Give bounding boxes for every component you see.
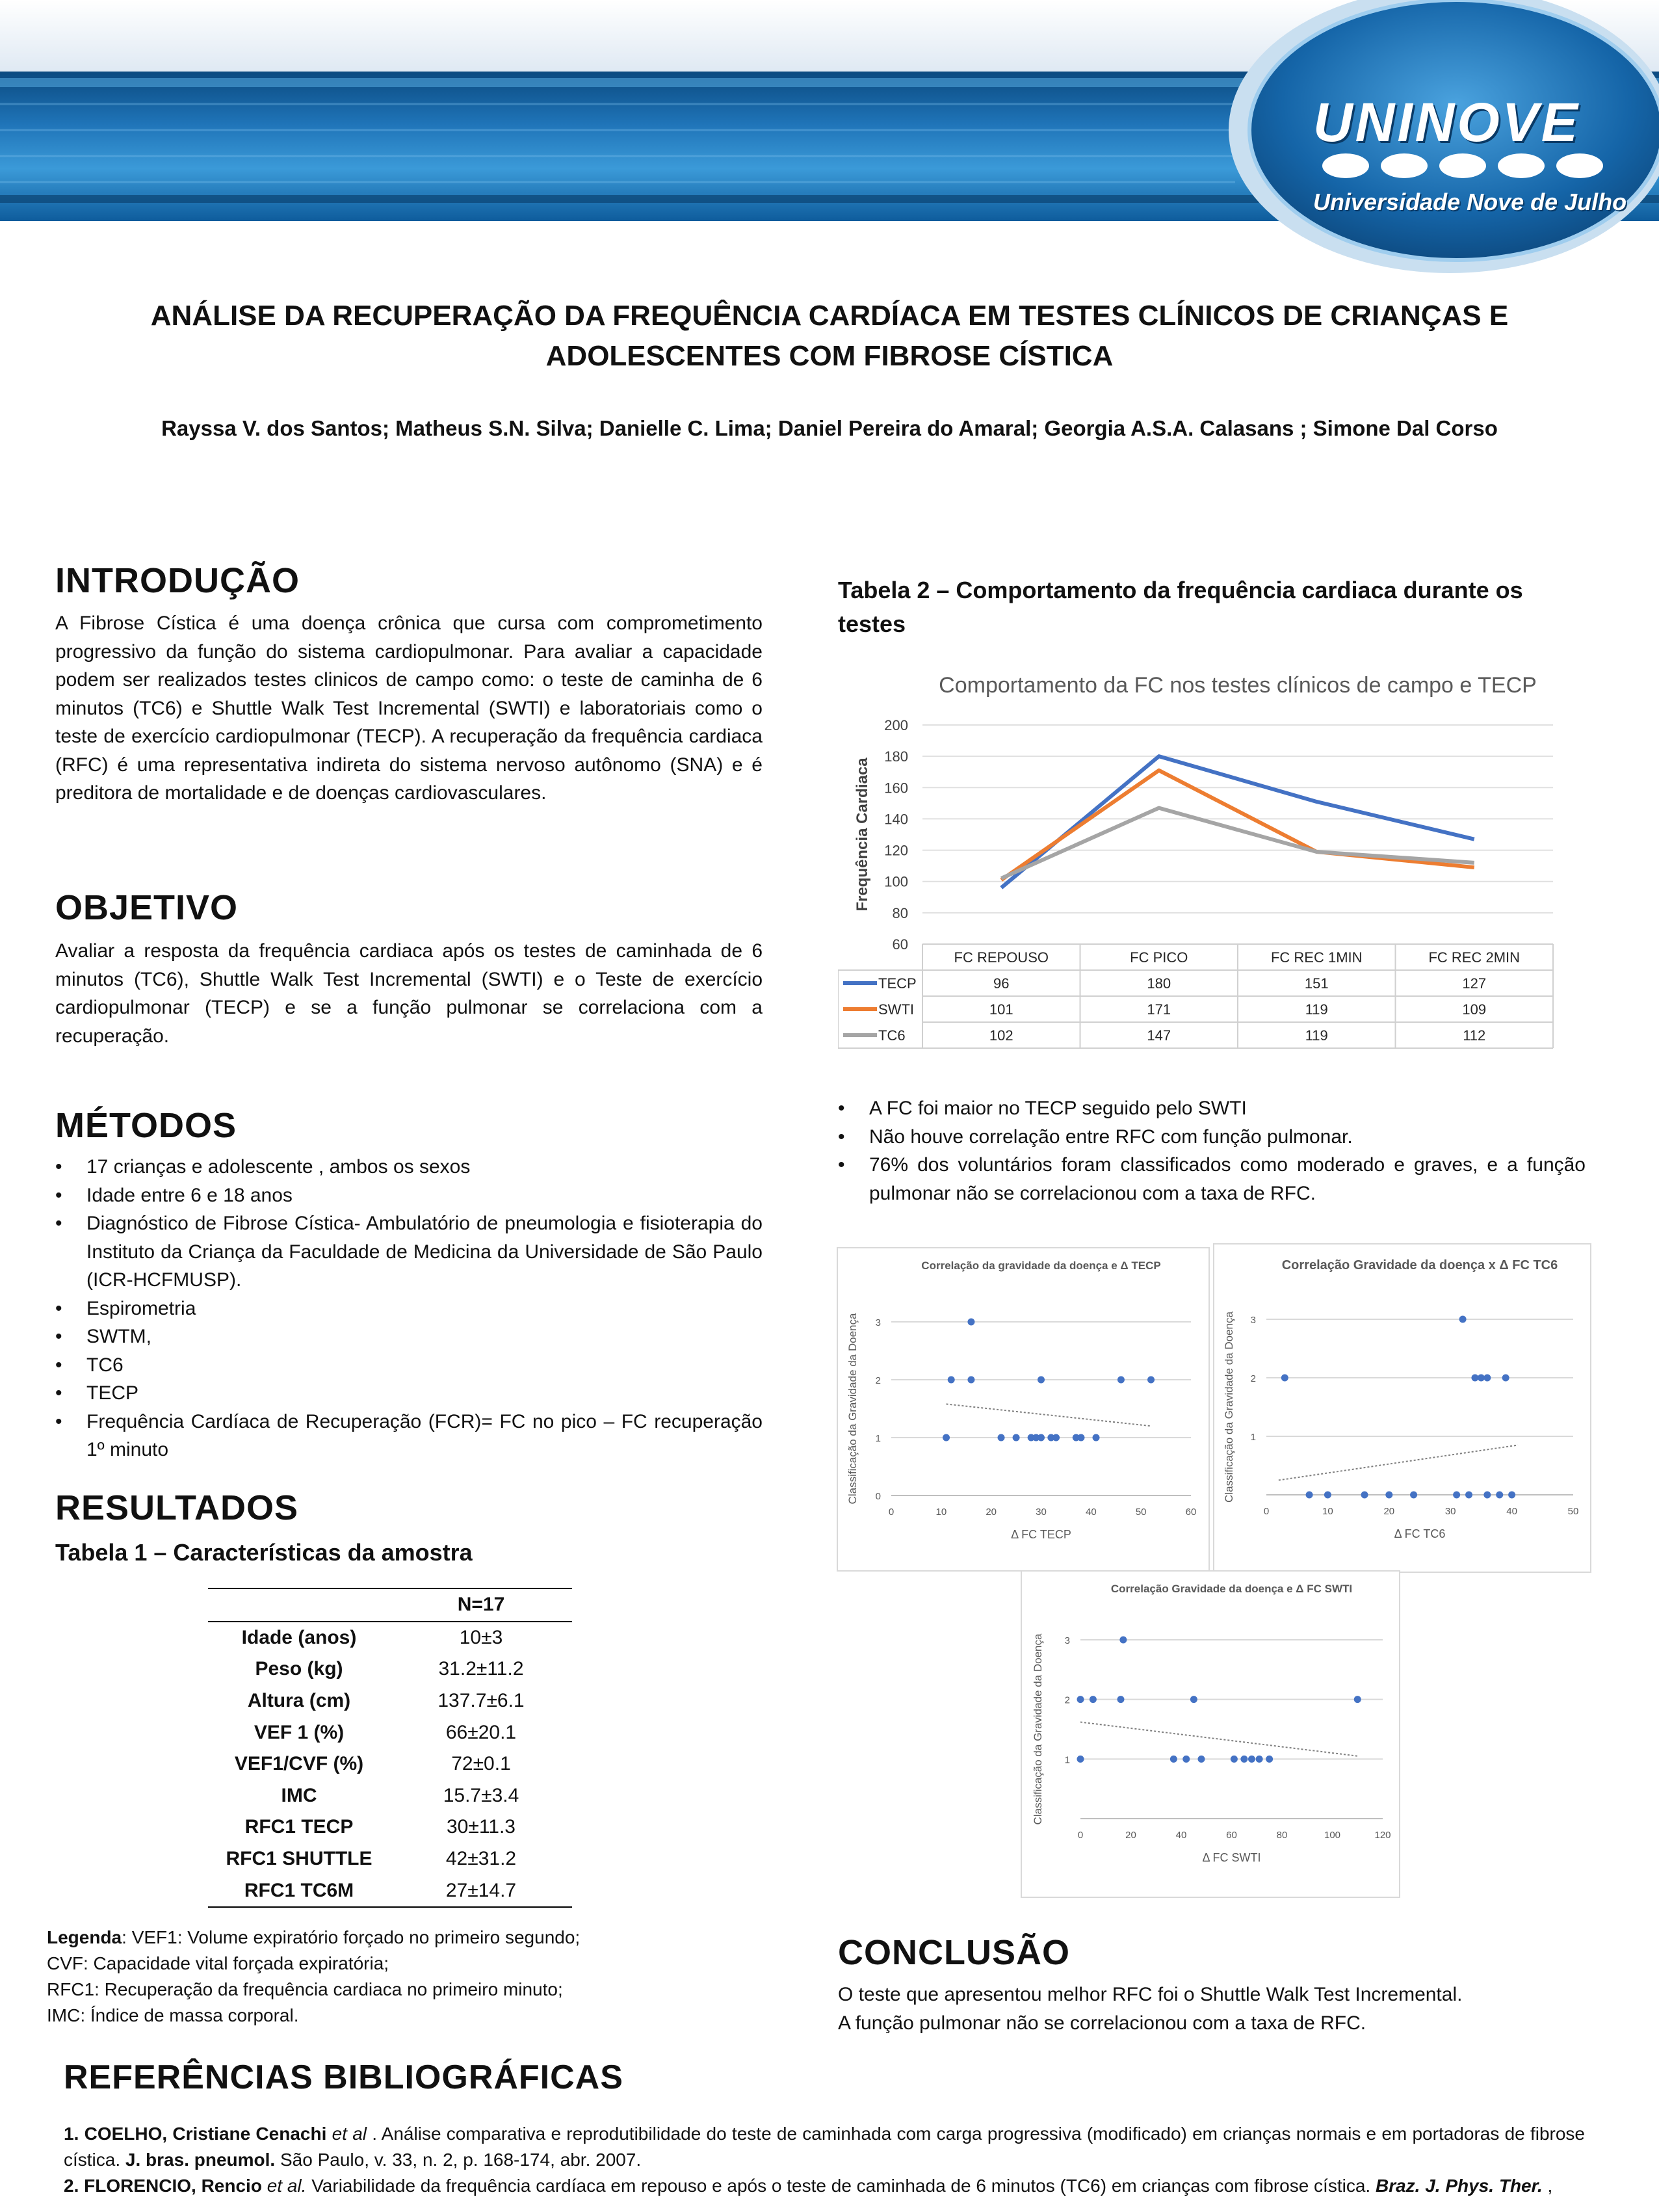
reference-1 (64, 2121, 1585, 2173)
y-axis-label: Classificação da Gravidade da Doença (1223, 1311, 1235, 1503)
table2-title: Tabela 2 – Comportamento da frequência cardiaca durante os testes (838, 577, 1523, 637)
list-item: • 17 crianças e adolescente , ambos os sexos (55, 1153, 763, 1181)
metodos-list (55, 1153, 763, 1464)
x-tick-label: 0 (1263, 1506, 1270, 1517)
ref-author: COELHO, Cristiane Cenachi (84, 2124, 327, 2144)
x-tick-label: 30 (1444, 1506, 1456, 1517)
data-value: 180 (1147, 975, 1171, 992)
y-tick-label: 80 (892, 904, 908, 921)
y-tick-label: 3 (1250, 1315, 1256, 1326)
ref-num: 2. (64, 2176, 85, 2196)
introducao-heading: INTRODUÇÃO (55, 561, 300, 600)
row-label: RFC1 SHUTTLE (226, 1848, 372, 1870)
x-axis-label: Δ FC SWTI (1202, 1851, 1261, 1864)
list-item: • Espirometria (55, 1295, 763, 1323)
list-item: • A FC foi maior no TECP seguido pelo SWTI (838, 1094, 1586, 1123)
row-value: 31.2±11.2 (438, 1658, 524, 1680)
authors: Rayssa V. dos Santos; Matheus S.N. Silva; Danielle C. Lima; Daniel Pereira do Amaral; Georgia A.S.A. Calasans ; Simone Dal Corso (161, 416, 1498, 440)
x-tick-label: 50 (1567, 1506, 1579, 1517)
legend-line (47, 1925, 762, 1951)
data-value: 112 (1463, 1027, 1486, 1044)
x-tick-label: 20 (986, 1507, 997, 1518)
category-label: FC REPOUSO (954, 949, 1049, 966)
data-point (1306, 1492, 1313, 1499)
title-line-2: ADOLESCENTES COM FIBROSE CÍSTICA (545, 340, 1114, 372)
chart-title: Correlação da gravidade da doença e Δ TECP (921, 1259, 1161, 1272)
ref-etal: et al. (261, 2176, 307, 2196)
scatter-chart-swti (1022, 1572, 1399, 1897)
data-point (1190, 1696, 1197, 1703)
chart-title: Correlação Gravidade da doença x Δ FC TC6 (1281, 1258, 1558, 1272)
table1-title: Tabela 1 – Características da amostra (55, 1539, 473, 1566)
legend-label: Legenda (47, 1927, 122, 1947)
legend-label: TECP (878, 975, 917, 992)
data-point (1090, 1696, 1097, 1703)
data-point (1077, 1756, 1084, 1763)
data-point (943, 1434, 950, 1442)
list-item: • Não houve correlação entre RFC com função pulmonar. (838, 1123, 1586, 1152)
x-tick-label: 10 (935, 1507, 947, 1518)
y-tick-label: 140 (884, 811, 908, 828)
x-tick-label: 30 (1036, 1507, 1047, 1518)
data-point (998, 1434, 1005, 1442)
table-row (208, 1811, 572, 1843)
data-point (1508, 1492, 1515, 1499)
legend-label: TC6 (878, 1027, 906, 1044)
data-point (967, 1376, 974, 1384)
ref-journal: Braz. J. Phys. Ther. (1375, 2176, 1543, 2196)
ref-text: São Paulo, v. 33, n. 2, p. 168-174, abr. 2007. (275, 2150, 642, 2170)
data-value: 101 (989, 1001, 1013, 1018)
data-point (1385, 1492, 1392, 1499)
data-value: 102 (989, 1027, 1013, 1044)
y-tick-label: 1 (875, 1433, 881, 1444)
data-point (1465, 1492, 1472, 1499)
table1 (208, 1588, 572, 1908)
x-tick-label: 40 (1506, 1506, 1517, 1517)
objetivo-text: Avaliar a resposta da frequência cardiaca após os testes de caminhada de 6 minutos (TC6), Shuttle Walk Test Incremental (SWTI) e o Teste de exercício cardiopulmonar (TECP) e se a função pulmonar se correlaciona com a recuperação. (55, 940, 763, 1047)
introducao-text: A Fibrose Cística é uma doença crônica que cursa com comprometimento progressivo da função do sistema cardiopulmonar. Para avaliar a capacidade podem ser realizados testes clinicos de campo como: o teste de caminha de 6 minutos (TC6) e Shuttle Walk Test Incremental (SWTI) e laboratoriais como o teste de exercício cardiopulmonar (TECP). A recuperação da frequência cardiaca (RFC) é uma representativa indireta do sistema nervoso autônomo (SNA) e é preditora de mortalidade e de doenças cardiovasculares. (55, 612, 763, 804)
y-tick-label: 1 (1250, 1432, 1256, 1443)
data-point (1077, 1434, 1084, 1442)
list-item: • TECP (55, 1379, 763, 1408)
data-point (1483, 1375, 1491, 1382)
data-point (1038, 1434, 1045, 1442)
data-point (1256, 1756, 1263, 1763)
data-value: 119 (1305, 1001, 1328, 1018)
y-tick-label: 3 (1064, 1635, 1070, 1646)
scatter-box-tecp (837, 1247, 1210, 1572)
table-row (208, 1622, 572, 1654)
metodos-heading: MÉTODOS (55, 1106, 237, 1145)
row-label: Altura (cm) (247, 1690, 351, 1712)
list-item: • Idade entre 6 e 18 anos (55, 1181, 763, 1210)
legend-line: IMC: Índice de massa corporal. (47, 2005, 299, 2025)
trendline (947, 1404, 1151, 1426)
data-point (967, 1319, 974, 1326)
data-point (1093, 1434, 1100, 1442)
resultados-heading: RESULTADOS (55, 1488, 298, 1527)
y-tick-label: 160 (884, 780, 908, 797)
x-tick-label: 0 (888, 1507, 895, 1518)
data-point (1496, 1492, 1503, 1499)
table-row (208, 1685, 572, 1717)
y-tick-label: 0 (875, 1491, 881, 1502)
chart-title: Comportamento da FC nos testes clínicos de campo e TECP (939, 673, 1537, 698)
x-tick-label: 80 (1276, 1830, 1288, 1841)
x-tick-label: 60 (1185, 1507, 1197, 1518)
trendline (1080, 1722, 1357, 1756)
scatter-box-tc6 (1213, 1243, 1591, 1573)
y-tick-label: 180 (884, 748, 908, 765)
data-point (1198, 1756, 1205, 1763)
y-tick-label: 200 (884, 717, 908, 733)
conclusao-heading: CONCLUSÃO (838, 1933, 1070, 1972)
legend-label: SWTI (878, 1001, 914, 1018)
y-tick-label: 2 (875, 1375, 881, 1386)
data-value: 119 (1305, 1027, 1328, 1044)
data-point (1240, 1756, 1248, 1763)
y-tick-label: 120 (884, 842, 908, 859)
data-point (948, 1376, 955, 1384)
table-row (208, 1875, 572, 1907)
scatter-chart-tc6 (1214, 1244, 1590, 1572)
x-axis-label: Δ FC TECP (1011, 1528, 1071, 1541)
data-value: 171 (1147, 1001, 1171, 1018)
x-tick-label: 0 (1077, 1830, 1084, 1841)
x-tick-label: 120 (1374, 1830, 1391, 1841)
ref-etal: et al (326, 2124, 367, 2144)
data-point (1170, 1756, 1177, 1763)
y-axis-label: Classificação da Gravidade da Doença (1032, 1633, 1044, 1825)
ref-journal: J. bras. pneumol. (125, 2150, 276, 2170)
x-tick-label: 40 (1085, 1507, 1097, 1518)
data-point (1453, 1492, 1460, 1499)
row-label: IMC (281, 1784, 317, 1806)
data-point (1266, 1756, 1273, 1763)
x-tick-label: 100 (1324, 1830, 1341, 1841)
data-point (1013, 1434, 1020, 1442)
data-value: 151 (1304, 975, 1329, 992)
line-chart (838, 663, 1573, 1053)
row-label: RFC1 TC6M (244, 1879, 354, 1901)
y-tick-label: 2 (1064, 1694, 1070, 1706)
trendline (1279, 1445, 1518, 1481)
ref-author: FLORENCIO, Rencio (84, 2176, 262, 2196)
references-list (64, 2121, 1585, 2199)
title-line-1: ANÁLISE DA RECUPERAÇÃO DA FREQUÊNCIA CARDÍACA EM TESTES CLÍNICOS DE CRIANÇAS E (150, 300, 1509, 332)
logo-text: UNINOVE (1313, 92, 1580, 153)
x-tick-label: 20 (1383, 1506, 1395, 1517)
data-point (1077, 1696, 1084, 1703)
data-point (1117, 1696, 1125, 1703)
ref-num: 1. (64, 2124, 85, 2144)
referencias-heading: REFERÊNCIAS BIBLIOGRÁFICAS (64, 2059, 623, 2096)
scatter-chart-tecp (838, 1248, 1208, 1570)
data-point (1483, 1492, 1491, 1499)
list-item: • SWTM, (55, 1323, 763, 1351)
series-line-tecp (1001, 756, 1474, 888)
table1-legend (47, 1925, 762, 2029)
row-value: 27±14.7 (445, 1879, 517, 1901)
data-point (1248, 1756, 1255, 1763)
legend-line: RFC1: Recuperação da frequência cardiaca no primeiro minuto; (47, 1979, 563, 1999)
ref-text: , (1542, 2176, 1553, 2196)
objetivo-heading: OBJETIVO (55, 888, 239, 927)
data-point (1361, 1492, 1368, 1499)
data-point (1502, 1375, 1509, 1382)
data-point (1052, 1434, 1060, 1442)
data-value: 147 (1147, 1027, 1171, 1044)
row-value: 72±0.1 (451, 1753, 511, 1775)
table1-header: N=17 (457, 1594, 505, 1616)
data-value: 96 (993, 975, 1010, 992)
data-point (1478, 1375, 1485, 1382)
table-row (208, 1748, 572, 1780)
legend-line: CVF: Capacidade vital forçada expiratória; (47, 1953, 389, 1973)
y-axis-label: Frequência Cardiaca (854, 757, 871, 912)
x-tick-label: 10 (1322, 1506, 1333, 1517)
data-point (1038, 1376, 1045, 1384)
category-label: FC REC 2MIN (1428, 949, 1521, 966)
conclusao-line-2: A função pulmonar não se correlacionou com a taxa de RFC. (838, 2012, 1366, 2034)
row-label: RFC1 TECP (244, 1816, 354, 1838)
y-tick-label: 3 (875, 1317, 881, 1328)
list-item: • Frequência Cardíaca de Recuperação (FCR)= FC no pico – FC recuperação 1º minuto (55, 1408, 763, 1464)
row-value: 137.7±6.1 (438, 1690, 525, 1712)
data-point (1182, 1756, 1190, 1763)
data-point (1471, 1375, 1478, 1382)
y-axis-label: Classificação da Gravidade da Doença (846, 1313, 859, 1505)
row-label: Idade (anos) (241, 1626, 357, 1648)
row-value: 15.7±3.4 (443, 1784, 519, 1806)
row-value: 30±11.3 (447, 1816, 516, 1838)
x-tick-label: 40 (1175, 1830, 1187, 1841)
data-value: 109 (1462, 1001, 1487, 1018)
conclusao-text (838, 1981, 1586, 2037)
series-line-swti (1001, 770, 1474, 880)
y-tick-label: 60 (892, 936, 908, 953)
x-tick-label: 60 (1226, 1830, 1237, 1841)
logo-subtitle: Universidade Nove de Julho (1313, 189, 1627, 215)
y-tick-label: 1 (1064, 1754, 1070, 1766)
row-label: VEF1/CVF (%) (234, 1753, 364, 1775)
table-row (208, 1653, 572, 1685)
legend-text: : VEF1: Volume expiratório forçado no primeiro segundo; (122, 1927, 581, 1947)
data-point (1231, 1756, 1238, 1763)
y-tick-label: 100 (884, 873, 908, 890)
list-item: • Diagnóstico de Fibrose Cística- Ambulatório de pneumologia e fisioterapia do Instituto da Criança da Faculdade de Medicina da Universidade de São Paulo (ICR-HCFMUSP). (55, 1209, 763, 1295)
findings-list (838, 1094, 1586, 1207)
data-point (1281, 1375, 1288, 1382)
poster-title (78, 296, 1581, 376)
category-label: FC PICO (1130, 949, 1188, 966)
data-point (1147, 1376, 1155, 1384)
reference-2 (64, 2173, 1585, 2199)
logo-dots (1320, 151, 1619, 181)
conclusao-line-1: O teste que apresentou melhor RFC foi o Shuttle Walk Test Incremental. (838, 1984, 1463, 2005)
row-label: VEF 1 (%) (254, 1721, 345, 1743)
y-tick-label: 2 (1250, 1373, 1256, 1384)
x-axis-label: Δ FC TC6 (1394, 1527, 1446, 1540)
data-point (1119, 1637, 1127, 1644)
row-value: 42±31.2 (445, 1848, 517, 1870)
list-item: • TC6 (55, 1351, 763, 1380)
ref-text: Variabilidade da frequência cardíaca em repouso e após o teste de caminhada de 6 minutos (TC6) em crianças com fibrose cística. (306, 2176, 1376, 2196)
category-label: FC REC 1MIN (1270, 949, 1363, 966)
table1-corner (208, 1588, 390, 1622)
list-item: • 76% dos voluntários foram classificados como moderado e graves, e a função pulmonar não se correlacionou com a taxa de RFC. (838, 1151, 1586, 1207)
data-value: 127 (1462, 975, 1487, 992)
data-point (1459, 1316, 1467, 1323)
ref-text: . Análise comparativa e reprodutibilidade do teste de caminhada com carga progressiva (modificado) em crianças normais e em portadoras de fibrose cística. (64, 2124, 1585, 2170)
table-row (208, 1843, 572, 1875)
data-point (1410, 1492, 1417, 1499)
x-tick-label: 50 (1135, 1507, 1147, 1518)
data-point (1354, 1696, 1361, 1703)
header-banner (0, 0, 1659, 273)
row-value: 10±3 (459, 1626, 503, 1648)
x-tick-label: 20 (1125, 1830, 1136, 1841)
row-value: 66±20.1 (445, 1721, 517, 1743)
chart-title: Correlação Gravidade da doença e Δ FC SWTI (1110, 1583, 1353, 1595)
table-row (208, 1780, 572, 1812)
row-label: Peso (kg) (255, 1658, 343, 1680)
table-row (208, 1717, 572, 1748)
scatter-box-swti (1021, 1570, 1400, 1898)
data-point (1324, 1492, 1331, 1499)
data-point (1117, 1376, 1125, 1384)
